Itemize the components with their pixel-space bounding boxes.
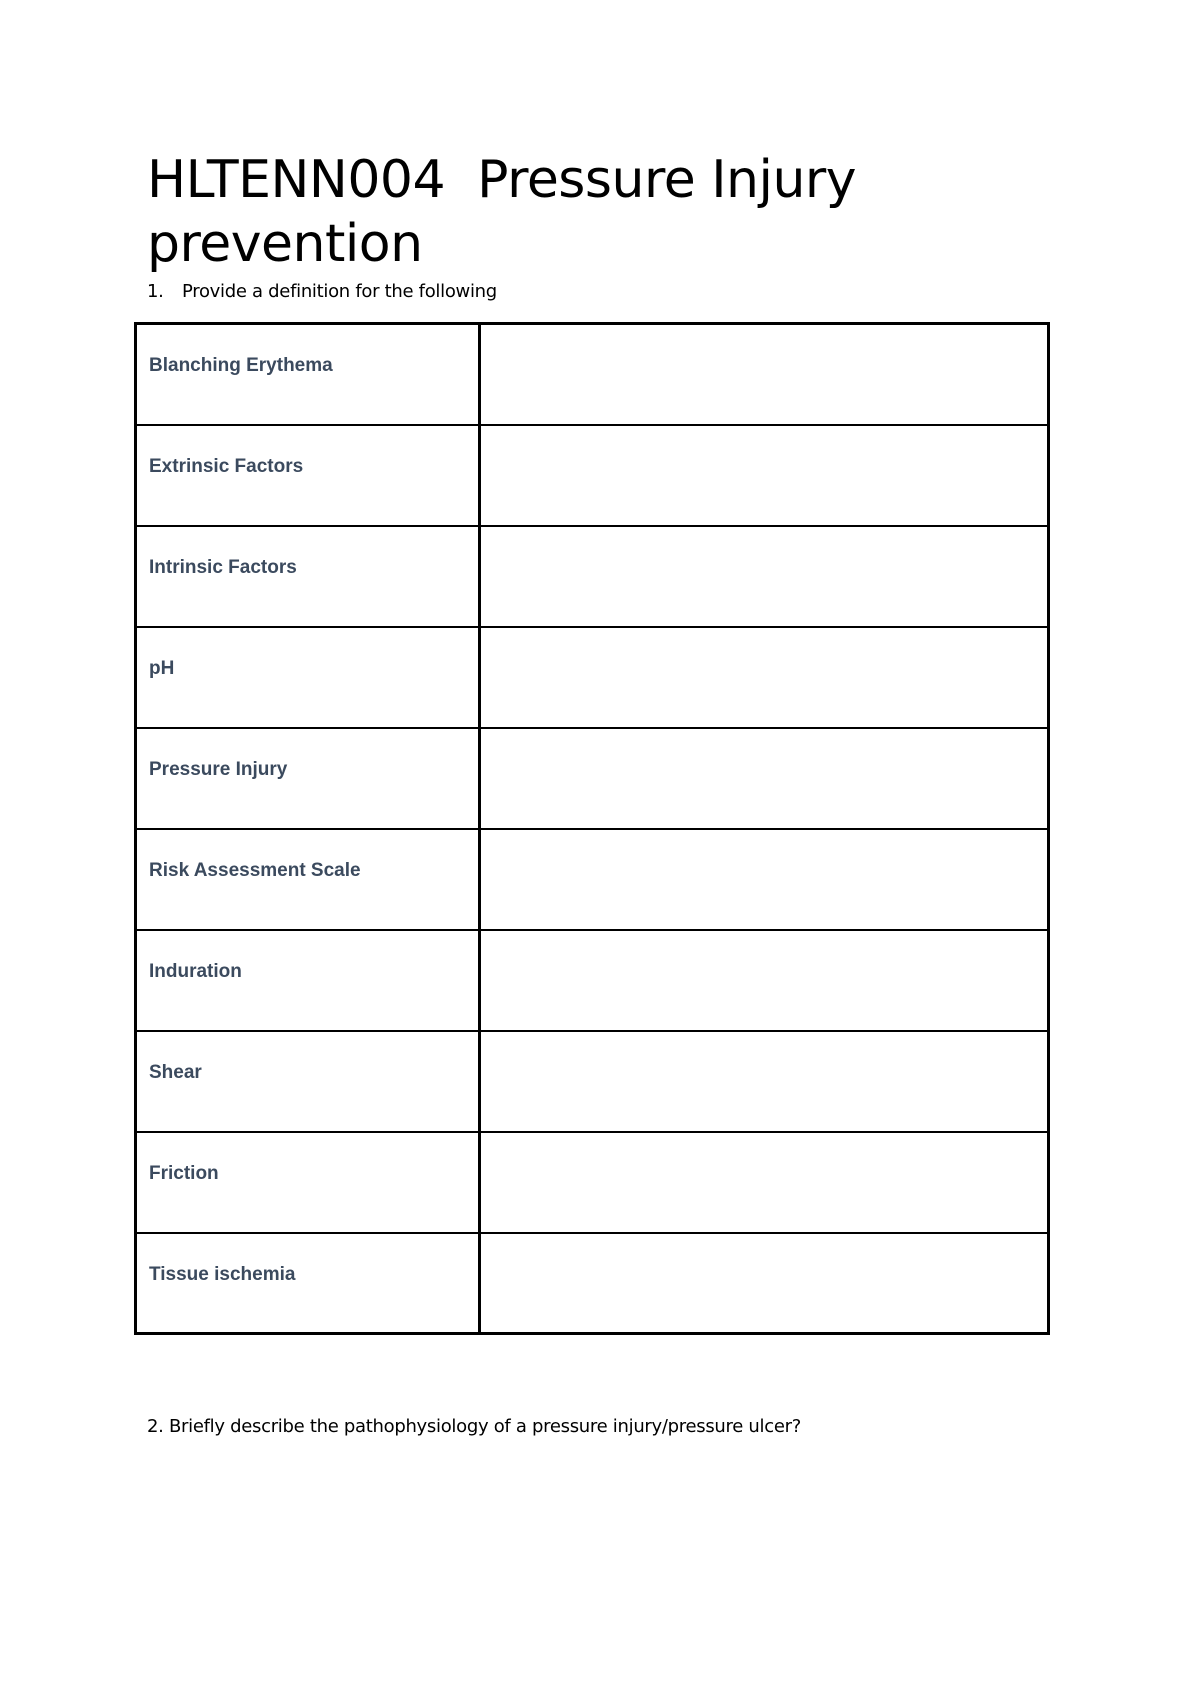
table-row bbox=[136, 425, 1049, 526]
table-row bbox=[136, 1233, 1049, 1334]
question-1-text: Provide a definition for the following bbox=[182, 281, 497, 302]
term-cell: Intrinsic Factors bbox=[136, 526, 480, 627]
definition-cell[interactable] bbox=[480, 1031, 1049, 1132]
term-cell: Tissue ischemia bbox=[136, 1233, 480, 1334]
term-cell: Extrinsic Factors bbox=[136, 425, 480, 526]
question-1-number: 1. bbox=[147, 281, 164, 302]
term-cell: Risk Assessment Scale bbox=[136, 829, 480, 930]
term-cell: Shear bbox=[136, 1031, 480, 1132]
table-row bbox=[136, 526, 1049, 627]
definitions-table bbox=[134, 322, 1050, 1335]
table-row bbox=[136, 930, 1049, 1031]
definition-cell[interactable] bbox=[480, 1233, 1049, 1334]
table-row bbox=[136, 1132, 1049, 1233]
term-cell: pH bbox=[136, 627, 480, 728]
definition-cell[interactable] bbox=[480, 526, 1049, 627]
question-2: 2. Briefly describe the pathophysiology of a pressure injury/pressure ulcer? bbox=[147, 1416, 801, 1437]
term-cell: Friction bbox=[136, 1132, 480, 1233]
table-row bbox=[136, 1031, 1049, 1132]
definition-cell[interactable] bbox=[480, 829, 1049, 930]
table-row bbox=[136, 324, 1049, 425]
definition-cell[interactable] bbox=[480, 728, 1049, 829]
definition-cell[interactable] bbox=[480, 930, 1049, 1031]
definition-cell[interactable] bbox=[480, 425, 1049, 526]
document-title: HLTENN004 Pressure Injury prevention bbox=[147, 150, 873, 274]
definition-cell[interactable] bbox=[480, 1132, 1049, 1233]
definition-cell[interactable] bbox=[480, 324, 1049, 425]
question-1 bbox=[147, 280, 497, 304]
term-cell: Induration bbox=[136, 930, 480, 1031]
definition-cell[interactable] bbox=[480, 627, 1049, 728]
term-cell: Pressure Injury bbox=[136, 728, 480, 829]
table-row bbox=[136, 829, 1049, 930]
term-cell: Blanching Erythema bbox=[136, 324, 480, 425]
table-row bbox=[136, 627, 1049, 728]
table-row bbox=[136, 728, 1049, 829]
